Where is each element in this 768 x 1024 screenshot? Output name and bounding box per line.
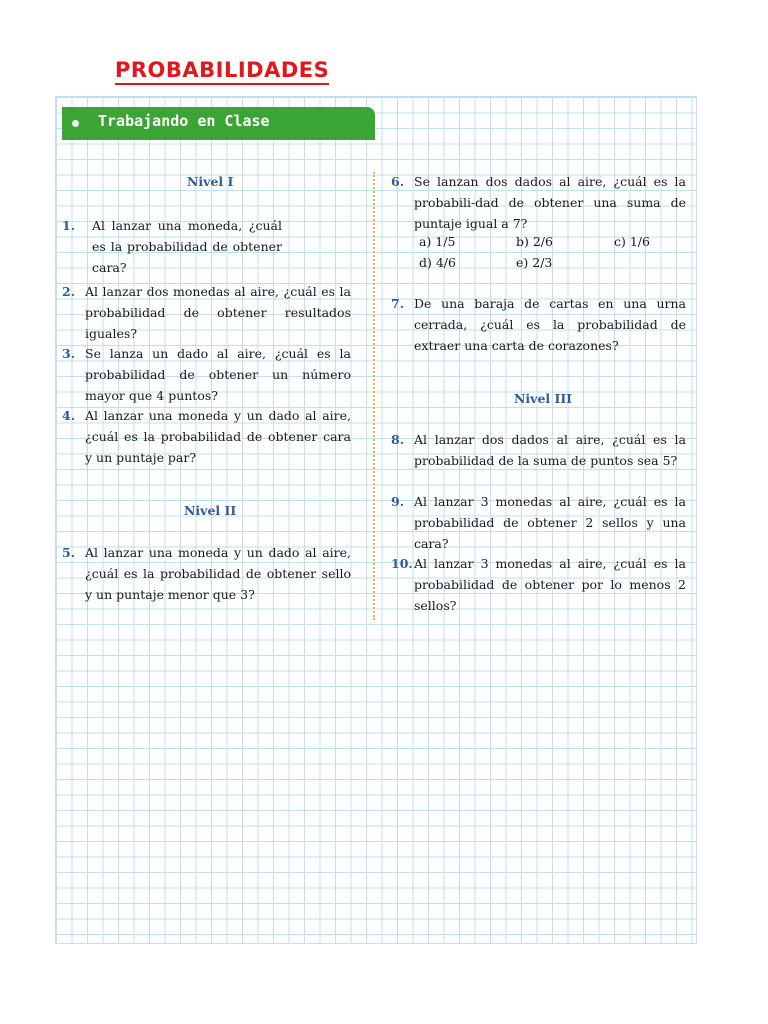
question-10 — [391, 553, 687, 616]
question-number: 5. — [62, 545, 76, 560]
question-text: Al lanzar 3 monedas al aire, ¿cuál es la probabilidad de obtener por lo menos 2 sellos? — [414, 556, 686, 613]
question-text: De una baraja de cartas en una urna cerrada, ¿cuál es la probabilidad de extraer una carta de corazones? — [414, 296, 686, 353]
question-number: 3. — [62, 346, 76, 361]
question-number: 8. — [391, 432, 405, 447]
option-a: a) 1/5 — [419, 234, 456, 249]
question-9 — [391, 491, 687, 554]
section-banner-label: Trabajando en Clase — [98, 112, 270, 130]
question-7 — [391, 293, 687, 356]
question-text: Al lanzar dos dados al aire, ¿cuál es la probabilidad de la suma de puntos sea 5? — [414, 432, 686, 468]
option-b: b) 2/6 — [516, 234, 553, 249]
question-text: Al lanzar una moneda y un dado al aire, ¿cuál es la probabilidad de obtener sello y un puntaje menor que 3? — [85, 545, 351, 602]
question-3 — [62, 343, 352, 406]
page-title: PROBABILIDADES — [115, 58, 329, 85]
question-text: Se lanza un dado al aire, ¿cuál es la probabilidad de obtener un número mayor que 4 puntos? — [85, 346, 351, 403]
question-4 — [62, 405, 352, 468]
question-text: Al lanzar una moneda y un dado al aire, ¿cuál es la probabilidad de obtener cara y un puntaje par? — [85, 408, 351, 465]
level-heading-1: Nivel I — [187, 174, 234, 189]
question-number: 7. — [391, 296, 405, 311]
option-e: e) 2/3 — [516, 255, 553, 270]
question-6 — [391, 171, 687, 234]
option-c: c) 1/6 — [614, 234, 650, 249]
level-heading-2: Nivel II — [184, 503, 237, 518]
question-text: Al lanzar una moneda, ¿cuál es la probabilidad de obtener cara? — [92, 218, 282, 275]
level-heading-3: Nivel III — [514, 391, 573, 406]
question-number: 10. — [391, 556, 413, 571]
bullet-icon — [72, 120, 79, 127]
question-8 — [391, 429, 687, 471]
question-number: 2. — [62, 284, 76, 299]
question-number: 9. — [391, 494, 405, 509]
option-d: d) 4/6 — [419, 255, 456, 270]
question-number: 4. — [62, 408, 76, 423]
question-number: 1. — [62, 218, 76, 233]
question-text: Al lanzar dos monedas al aire, ¿cuál es la probabilidad de obtener resultados iguales? — [85, 284, 351, 341]
question-number: 6. — [391, 174, 405, 189]
question-5 — [62, 542, 352, 605]
column-divider — [373, 172, 375, 620]
section-banner — [62, 107, 375, 140]
question-1 — [62, 215, 352, 278]
question-2 — [62, 281, 352, 344]
question-text: Al lanzar 3 monedas al aire, ¿cuál es la probabilidad de obtener 2 sellos y una cara? — [414, 494, 686, 551]
question-text: Se lanzan dos dados al aire, ¿cuál es la probabili-dad de obtener una suma de puntaje igual a 7? — [414, 174, 686, 231]
